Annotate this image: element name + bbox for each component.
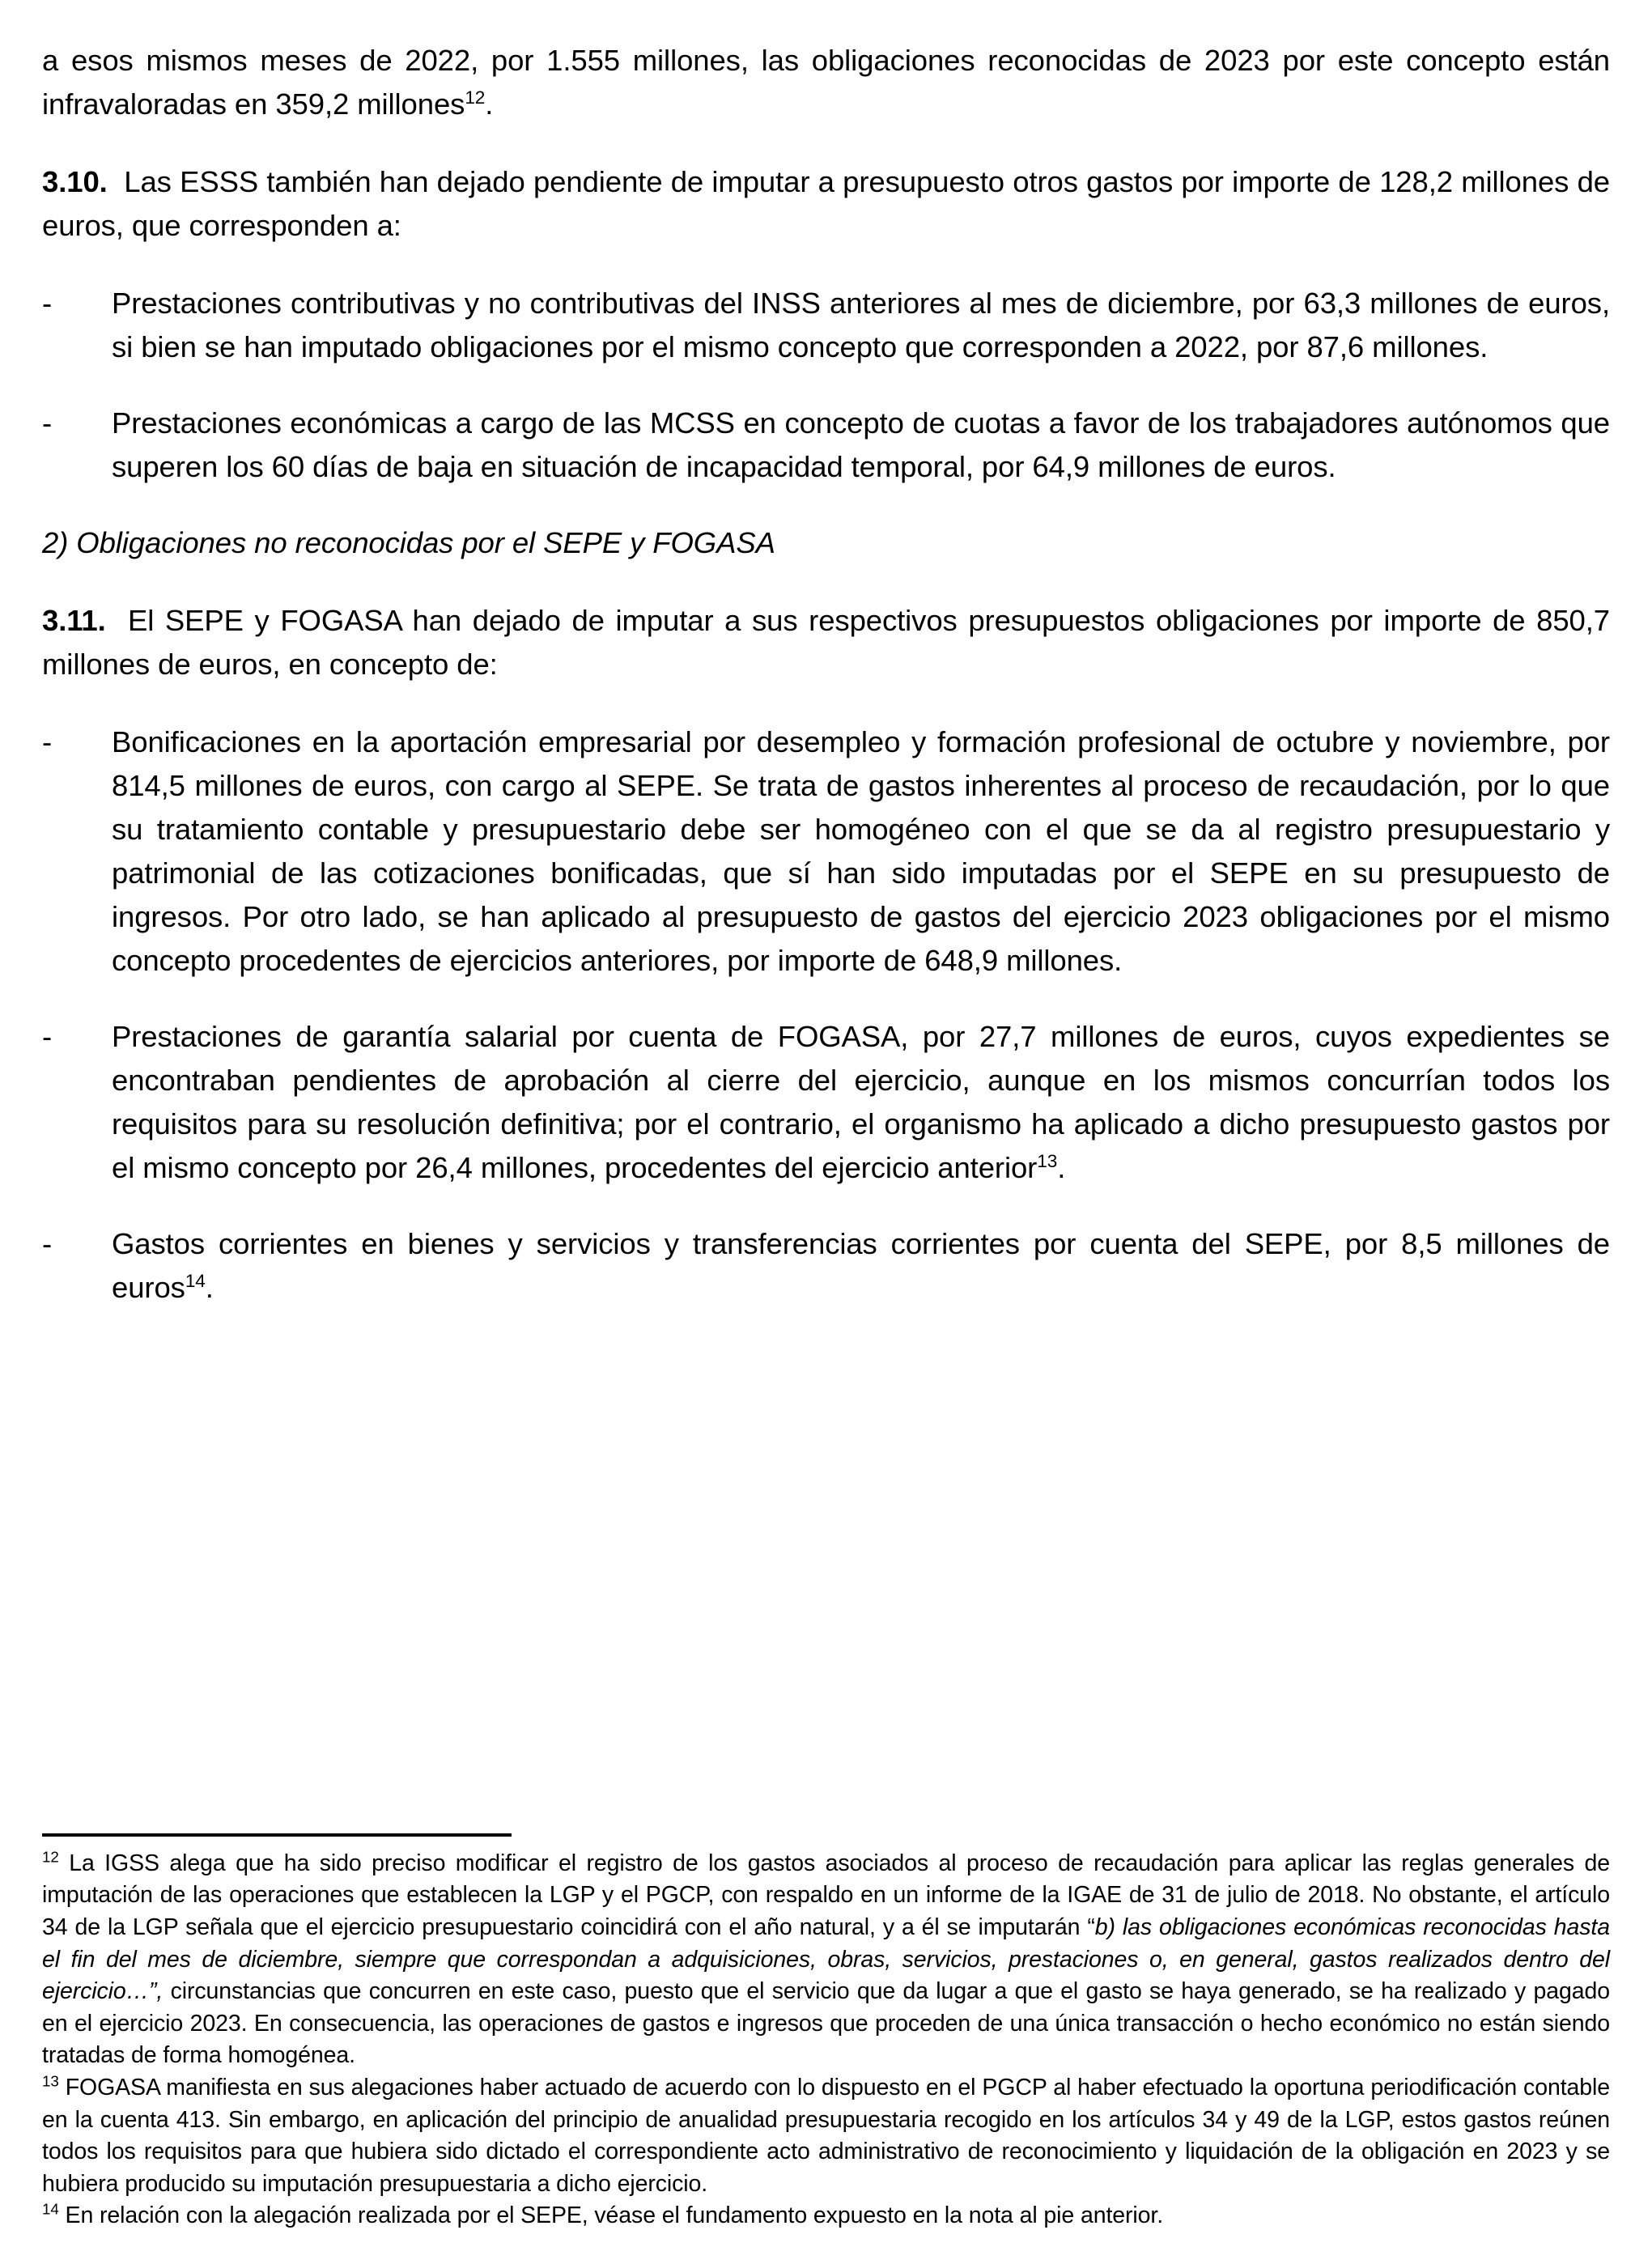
- list-marker: -: [42, 1227, 53, 1261]
- footnote-ref-12[interactable]: 12: [465, 87, 486, 108]
- list-item-text: Prestaciones contributivas y no contributivas del INSS anteriores al mes de diciembre, por 63,3 millones de euros, si bien se han imputado obligaciones por el mismo concepto que corresponden a 2022, por 87,6 millones.: [112, 287, 1610, 364]
- list-marker: -: [42, 1020, 53, 1054]
- paragraph-number-3-11: 3.11.: [42, 604, 106, 638]
- footnote-12: [42, 1848, 1610, 2072]
- list-marker: -: [42, 406, 53, 440]
- list-item-text: Gastos corrientes en bienes y servicios y transferencias corrientes por cuenta del SEPE, por 8,5 millones de euros: [112, 1227, 1610, 1305]
- footnotes-area: [42, 1833, 1610, 2232]
- list-item: [42, 282, 1610, 369]
- continuation-tail: .: [485, 87, 494, 121]
- paragraph-text-3-11: El SEPE y FOGASA han dejado de imputar a sus respectivos presupuestos obligaciones por importe de 850,7 millones de euros, en concepto de:: [42, 604, 1610, 682]
- footnote-12-part2: circunstancias que concurren en este caso, puesto que el servicio que da lugar a que el gasto se haya generado, se ha realizado y pagado en el ejercicio 2023. En consecuencia, las operaciones de gastos e ingresos que proceden de una única transacción o hecho económico no están siendo tratadas de forma homogénea.: [42, 1978, 1610, 2069]
- list-marker: -: [42, 725, 53, 759]
- list-item-text: Prestaciones de garantía salarial por cuenta de FOGASA, por 27,7 millones de euros, cuyos expedientes se encontraban pendientes de aprobación al cierre del ejercicio, aunque en los mismos concurrían todos los requisitos para su resolución definitiva; por el contrario, el organismo ha aplicado a dicho presupuesto gastos por el mismo concepto por 26,4 millones, procedentes del ejercicio anterior: [112, 1020, 1610, 1185]
- list-item-text: Prestaciones económicas a cargo de las MCSS en concepto de cuotas a favor de los trabajadores autónomos que superen los 60 días de baja en situación de incapacidad temporal, por 64,9 millones de euros.: [112, 406, 1610, 484]
- list-item: [42, 1015, 1610, 1190]
- paragraph-3-10: [42, 160, 1610, 248]
- continuation-paragraph: [42, 39, 1610, 126]
- list-item: [42, 720, 1610, 983]
- footnote-ref-14[interactable]: 14: [185, 1271, 206, 1292]
- bullet-list-3-11: [42, 720, 1610, 1310]
- list-item: [42, 401, 1610, 489]
- footnote-number-12: 12: [42, 1848, 59, 1866]
- paragraph-text-3-10: Las ESSS también han dejado pendiente de imputar a presupuesto otros gastos por importe de 128,2 millones de euros, que corresponden a:: [42, 165, 1610, 243]
- paragraph-3-11: [42, 599, 1610, 686]
- document-body: [42, 39, 1610, 1310]
- footnote-14-part1: En relación con la alegación realizada por el SEPE, véase el fundamento expuesto en la nota al pie anterior.: [65, 2202, 1164, 2229]
- footnote-12-part1: La IGSS alega que ha sido preciso modificar el registro de los gastos asociados al proceso de recaudación para aplicar las reglas generales de imputación de las operaciones que establecen la LGP y el PGCP, con respaldo en un informe de la IGAE de 31 de julio de 2018. No obstante, el artículo 34 de la LGP señala que el ejercicio presupuestario coincidirá con el año natural, y a él se imputarán “: [42, 1850, 1610, 1940]
- list-item: [42, 1222, 1610, 1310]
- list-marker: -: [42, 287, 53, 321]
- footnote-12-quote: b) las obligaciones económicas reconocidas hasta el fin del mes de diciembre, siempre que correspondan a adquisiciones, obras, servicios, prestaciones o, en general, gastos realizados dentro del ejercicio…”,: [42, 1914, 1610, 2005]
- section-heading-2: 2) Obligaciones no reconocidas por el SEPE y FOGASA: [42, 526, 775, 560]
- footnote-13: [42, 2072, 1610, 2200]
- footnote-number-14: 14: [42, 2200, 59, 2218]
- footnote-number-13: 13: [42, 2072, 59, 2090]
- list-item-text: Bonificaciones en la aportación empresarial por desempleo y formación profesional de octubre y noviembre, por 814,5 millones de euros, con cargo al SEPE. Se trata de gastos inherentes al proceso de recaudación, por lo que su tratamiento contable y presupuestario debe ser homogéneo con el que se da al registro presupuestario y patrimonial de las cotizaciones bonificadas, que sí han sido imputadas por el SEPE en su presupuesto de ingresos. Por otro lado, se han aplicado al presupuesto de gastos del ejercicio 2023 obligaciones por el mismo concepto procedentes de ejercicios anteriores, por importe de 648,9 millones.: [112, 725, 1610, 978]
- list-item-tail: .: [205, 1271, 214, 1305]
- list-item-tail: .: [1057, 1151, 1066, 1185]
- footnote-13-part1: FOGASA manifiesta en sus alegaciones haber actuado de acuerdo con lo dispuesto en el PGCP al haber efectuado la oportuna periodificación contable en la cuenta 413. Sin embargo, en aplicación del principio de anualidad presupuestaria recogido en los artículos 34 y 49 de la LGP, estos gastos reúnen todos los requisitos para que hubiera sido dictado el correspondiente acto administrativo de reconocimiento y liquidación de la obligación en 2023 y se hubiera producido su imputación presupuestaria a dicho ejercicio.: [42, 2074, 1610, 2197]
- paragraph-number-3-10: 3.10.: [42, 165, 108, 199]
- continuation-text: a esos mismos meses de 2022, por 1.555 millones, las obligaciones reconocidas de 2023 por este concepto están infravaloradas en 359,2 millones: [42, 44, 1610, 121]
- footnote-14: [42, 2200, 1610, 2232]
- bullet-list-3-10: [42, 282, 1610, 489]
- footnote-ref-13[interactable]: 13: [1037, 1151, 1058, 1172]
- footnote-separator-rule: [42, 1833, 512, 1837]
